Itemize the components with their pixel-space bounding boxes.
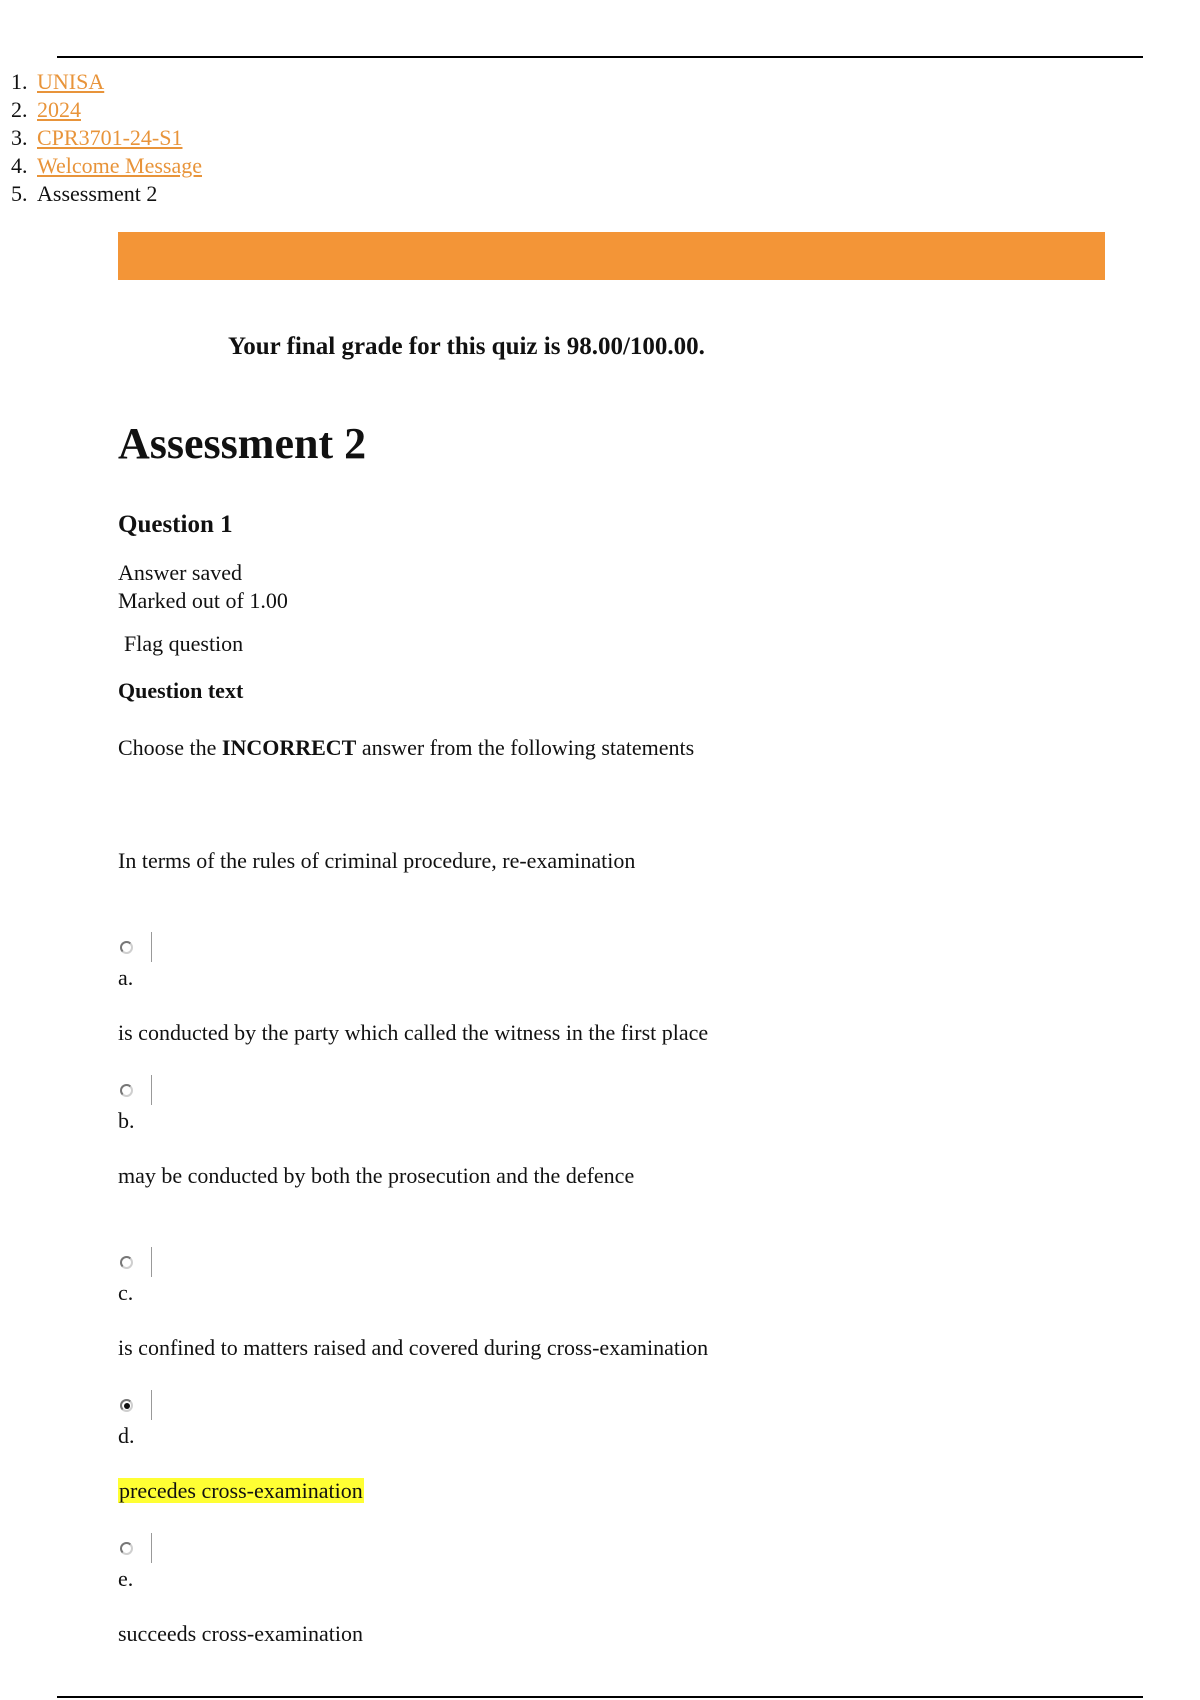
option-d-radio[interactable]	[120, 1399, 133, 1412]
question-status: Answer saved	[118, 560, 243, 585]
question-marks: Marked out of 1.00	[118, 588, 288, 613]
option-c-divider	[151, 1247, 152, 1277]
breadcrumb-item-course	[33, 124, 202, 152]
breadcrumb-item-unisa	[33, 68, 202, 96]
option-a-control	[120, 932, 152, 962]
option-c-control	[120, 1247, 152, 1277]
option-c-text[interactable]: is confined to matters raised and covered during cross-examination	[118, 1335, 709, 1360]
option-c-letter: c.	[118, 1280, 134, 1305]
final-grade: Your final grade for this quiz is 98.00/100.00.	[228, 333, 705, 360]
flag-question-link[interactable]: Flag question	[124, 631, 244, 656]
breadcrumb-item-welcome	[33, 152, 202, 180]
option-d-control	[120, 1390, 152, 1420]
breadcrumb-link-welcome[interactable]: Welcome Message	[37, 153, 202, 178]
prompt-suffix: answer from the following statements	[356, 735, 695, 760]
question-stem: In terms of the rules of criminal procedure, re-examination	[118, 848, 636, 873]
option-b-control	[120, 1075, 152, 1105]
option-a-radio[interactable]	[120, 941, 133, 954]
page-title: Assessment 2	[118, 419, 367, 468]
option-b-radio[interactable]	[120, 1084, 133, 1097]
option-a-text[interactable]: is conducted by the party which called the witness in the first place	[118, 1020, 709, 1045]
breadcrumb	[0, 68, 202, 208]
option-d-letter: d.	[118, 1423, 135, 1448]
prompt-prefix: Choose the	[118, 735, 222, 760]
option-e-letter: e.	[118, 1566, 134, 1591]
bottom-rule	[57, 1696, 1143, 1698]
breadcrumb-link-course[interactable]: CPR3701-24-S1	[37, 125, 183, 150]
option-c-radio[interactable]	[120, 1256, 133, 1269]
breadcrumb-item-year	[33, 96, 202, 124]
top-rule	[57, 56, 1143, 58]
option-a-divider	[151, 932, 152, 962]
prompt-bold: INCORRECT	[221, 735, 357, 760]
option-b-text[interactable]: may be conducted by both the prosecution and the defence	[118, 1163, 635, 1188]
header-bar	[118, 232, 1105, 280]
option-a-letter: a.	[118, 965, 134, 990]
option-e-radio[interactable]	[120, 1542, 133, 1555]
breadcrumb-link-unisa[interactable]: UNISA	[37, 69, 105, 94]
question-text-heading: Question text	[118, 678, 244, 703]
option-d-text[interactable]	[118, 1478, 364, 1504]
question-prompt	[118, 735, 694, 761]
breadcrumb-item-current	[33, 180, 202, 208]
option-e-divider	[151, 1533, 152, 1563]
option-d-divider	[151, 1390, 152, 1420]
question-number: Question 1	[118, 511, 233, 538]
option-d-highlight: precedes cross-examination	[119, 1478, 363, 1503]
option-e-text[interactable]: succeeds cross-examination	[118, 1621, 363, 1646]
option-e-control	[120, 1533, 152, 1563]
breadcrumb-link-year[interactable]: 2024	[37, 97, 81, 122]
option-b-divider	[151, 1075, 152, 1105]
option-b-letter: b.	[118, 1108, 135, 1133]
breadcrumb-current: Assessment 2	[37, 181, 158, 206]
